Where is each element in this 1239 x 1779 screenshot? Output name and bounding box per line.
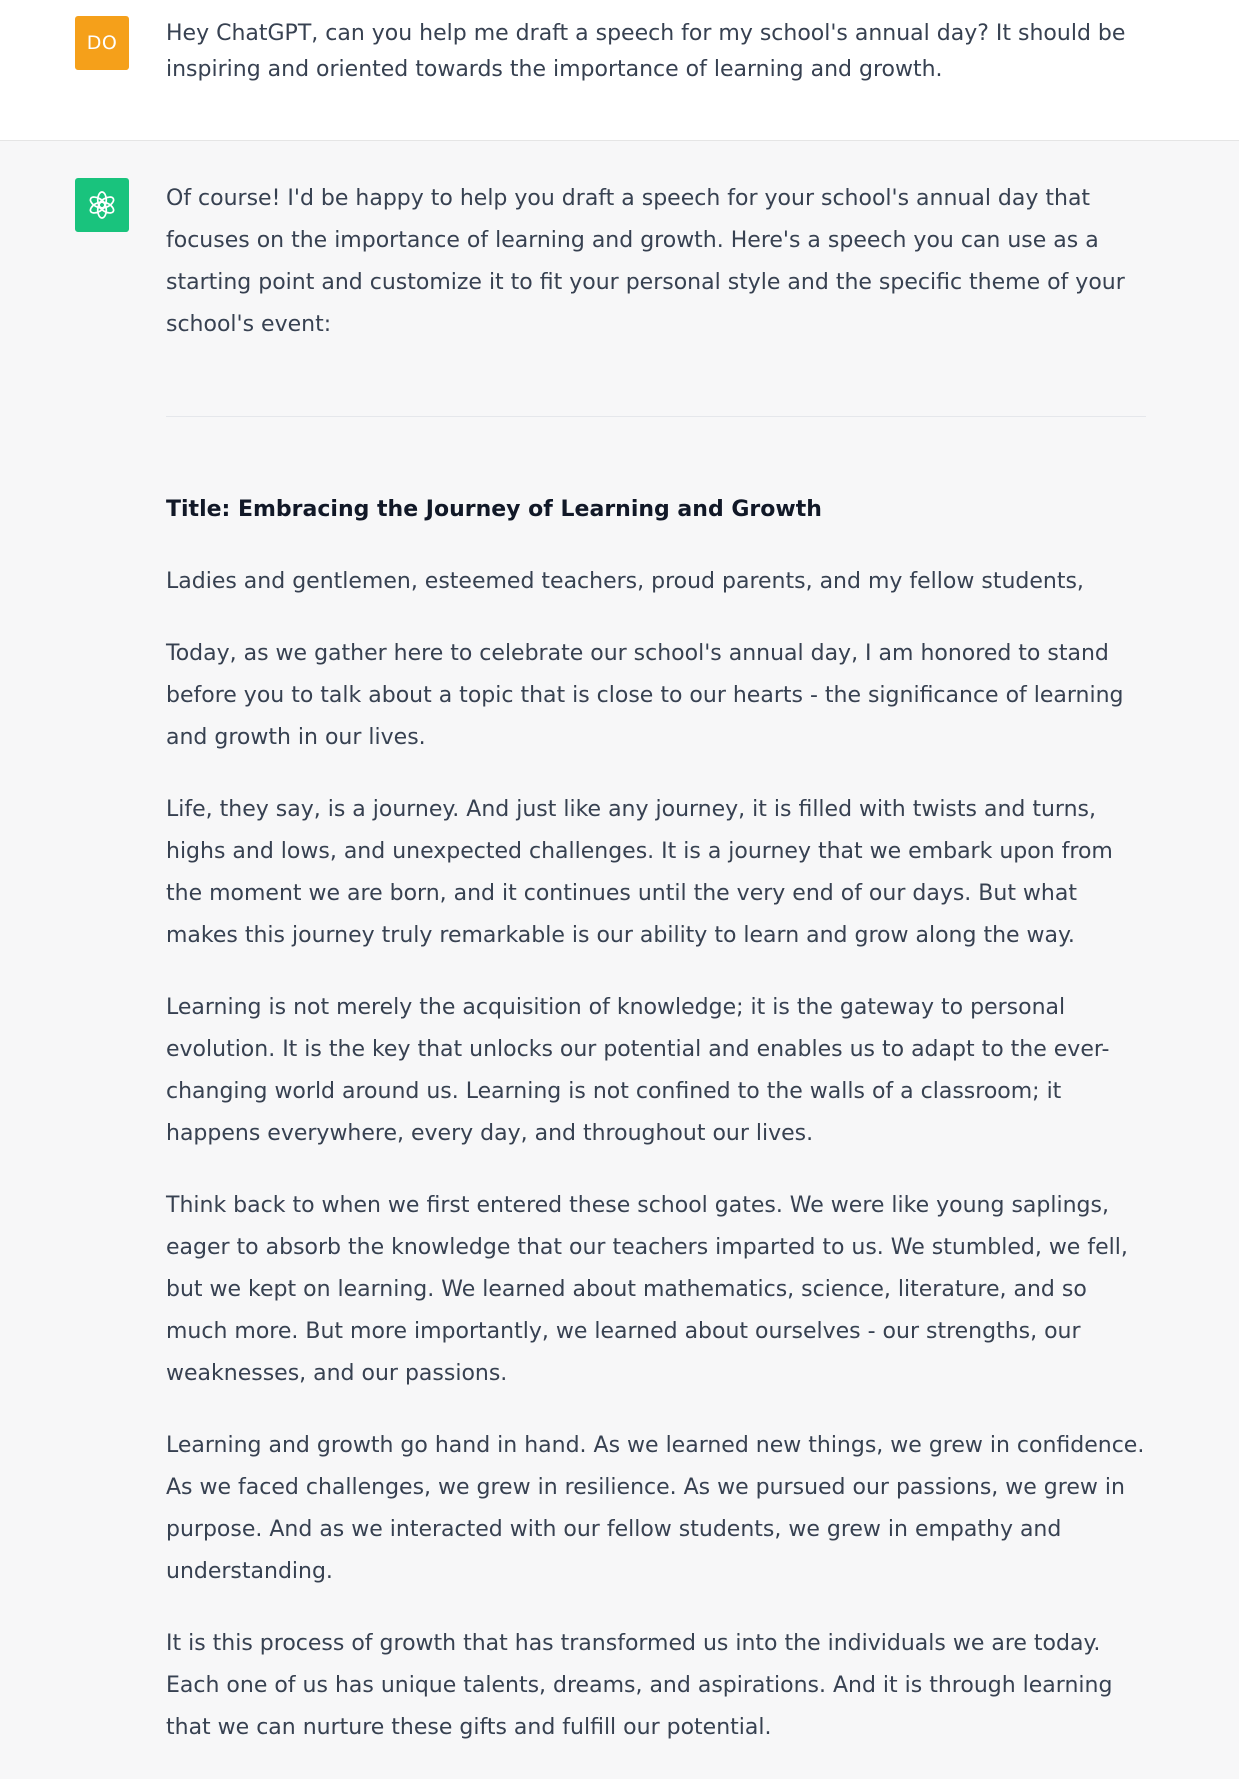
assistant-message-row	[0, 141, 1239, 1740]
content-divider	[166, 416, 1146, 417]
speech-paragraph: Today, as we gather here to celebrate our school's annual day, I am honored to stand before you to talk about a topic that is close to our hearts - the significance of learning and growth in our lives.	[166, 641, 1124, 750]
user-message-row	[0, 0, 1239, 141]
openai-logo-icon	[87, 190, 117, 220]
assistant-intro-text: Of course! I'd be happy to help you draft a speech for your school's annual day that focuses on the importance of learning and growth. Here's a speech you can use as a starting point and customize it to fit your personal style and the specific theme of your school's event:	[166, 186, 1125, 337]
user-avatar: DO	[75, 16, 129, 70]
speech-paragraph: It is this process of growth that has transformed us into the individuals we are today. Each one of us has unique talents, dreams, and aspirations. And it is through learning that we can nurture these gifts and fulfill our potential.	[166, 1631, 1113, 1740]
speech-paragraph: Think back to when we first entered these school gates. We were like young saplings, eager to absorb the knowledge that our teachers imparted to us. We stumbled, we fell, but we kept on learning. We learned about mathematics, science, literature, and so much more. But more importantly, we learned about ourselves - our strengths, our weaknesses, and our passions.	[166, 1193, 1128, 1386]
speech-paragraph: Learning and growth go hand in hand. As we learned new things, we grew in confidence. As we faced challenges, we grew in resilience. As we pursued our passions, we grew in purpose. And as we interacted with our fellow students, we grew in empathy and understanding.	[166, 1433, 1145, 1584]
speech-paragraph: Ladies and gentlemen, esteemed teachers, proud parents, and my fellow students,	[166, 569, 1084, 594]
speech-paragraph: Learning is not merely the acquisition of knowledge; it is the gateway to personal evolution. It is the key that unlocks our potential and enables us to adapt to the ever-changing world around us. Learning is not confined to the walls of a classroom; it happens everywhere, every day, and throughout our lives.	[166, 995, 1110, 1146]
assistant-message-content	[166, 178, 1148, 1779]
speech-paragraph: Life, they say, is a journey. And just like any journey, it is filled with twists and turns, highs and lows, and unexpected challenges. It is a journey that we embark upon from the moment we are born, and it continues until the very end of our days. But what makes this journey truly remarkable is our ability to learn and grow along the way.	[166, 797, 1113, 948]
speech-title: Title: Embracing the Journey of Learning and Growth	[166, 497, 822, 522]
user-message-text: Hey ChatGPT, can you help me draft a speech for my school's annual day? It should be inspiring and oriented towards the importance of learning and growth.	[166, 21, 1126, 82]
assistant-avatar	[75, 178, 129, 232]
